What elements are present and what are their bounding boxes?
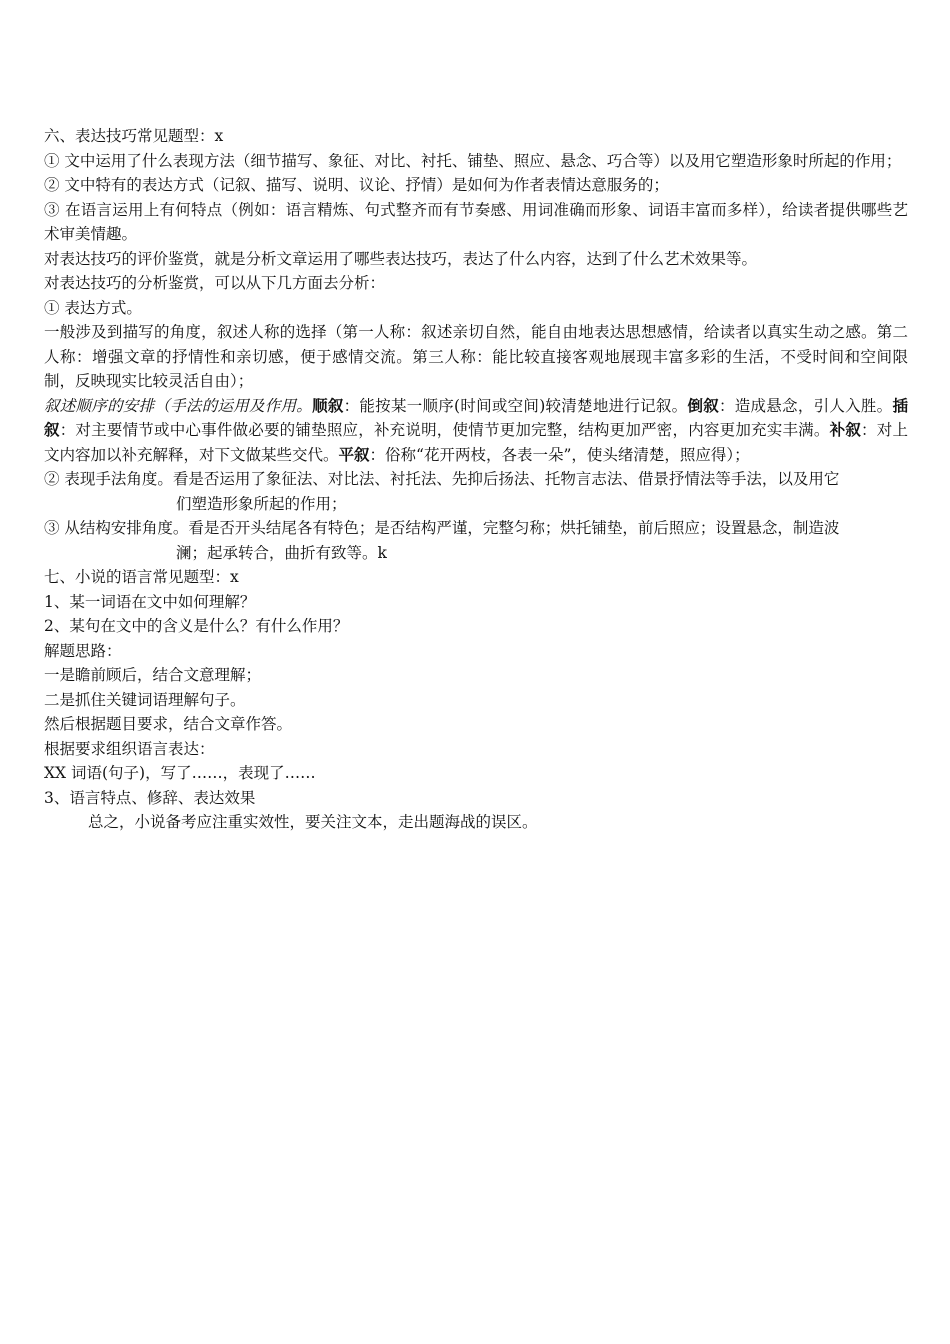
approach-step-1: 一是瞻前顾后，结合文意理解； [44, 666, 262, 684]
daoxu-text: ：造成悬念，引人入胜。 [718, 396, 893, 415]
pingxu-text: ：俗称“花开两枝，各表一朵”，使头绪清楚，照应得）； [369, 445, 750, 464]
evaluation-paragraph: 对表达技巧的评价鉴赏，就是分析文章运用了哪些表达技巧，表达了什么内容，达到了什么艺术效果等。 [44, 249, 758, 268]
approach-step-2: 二是抓住关键词语理解句子。 [44, 690, 246, 709]
point2-line-1: ② 表现手法角度。看是否运用了象征法、对比法、衬托法、先抑后扬法、托物言志法、借景抒情法等手法，以及用它 [44, 470, 840, 488]
shunxu-text: ：能按某一顺序(时间或空间)较清楚地进行记叙。 [343, 396, 688, 415]
section7-question-3: 3、语言特点、修辞、表达效果 [44, 788, 256, 807]
section6-question-3: ③ 在语言运用上有何特点（例如：语言精炼、句式整齐而有节奏感、用词准确而形象、词语丰富而多样），给读者提供哪些艺术审美情趣。 [44, 200, 908, 243]
daoxu-label: 倒叙 [687, 395, 719, 415]
answer-template: XX 词语(句子)，写了……，表现了…… [44, 764, 316, 782]
point3-line-1: ③ 从结构安排角度。看是否开头结尾各有特色；是否结构严谨，完整匀称；烘托铺垫，前后照应；设置悬念，制造波 [44, 519, 840, 537]
buxu-text: ：对上文内容加以补充解释，对下文做某些交代。 [44, 421, 908, 464]
narrative-order-paragraph [44, 394, 908, 468]
section6-heading: 六、表达技巧常见题型：x [44, 127, 224, 145]
point2-line-2: 们塑造形象所起的作用； [176, 494, 347, 513]
analysis-intro: 对表达技巧的分析鉴赏，可以从下几方面去分析： [44, 274, 386, 292]
summary-paragraph: 总之，小说备考应注重实效性，要关注文本，走出题海战的误区。 [88, 813, 538, 831]
section7-heading: 七、小说的语言常见题型：x [44, 568, 239, 586]
section6-question-2: ② 文中特有的表达方式（记叙、描写、说明、议论、抒情）是如何为作者表情达意服务的； [44, 176, 669, 194]
chaxu-text: ：对主要情节或中心事件做必要的铺垫照应，补充说明，使情节更加完整，结构更加严密，内容更加充实丰满。 [59, 421, 830, 439]
shunxu-label: 顺叙 [312, 395, 344, 415]
point3-line-2: 澜；起承转合，曲折有致等。k [176, 543, 387, 562]
approach-heading: 解题思路： [44, 641, 122, 660]
pingxu-label: 平叙 [338, 444, 370, 464]
approach-step-3: 然后根据题目要求，结合文章作答。 [44, 715, 293, 733]
section6-question-1: ① 文中运用了什么表现方法（细节描写、象征、对比、衬托、铺垫、照应、悬念、巧合等）以及用它塑造形象时所起的作用； [44, 151, 902, 170]
point1-body: 一般涉及到描写的角度，叙述人称的选择（第一人称：叙述亲切自然，能自由地表达思想感情，给读者以真实生动之感。第二人称：增强文章的抒情性和亲切感，便于感情交流。第三人称：能比较直接客观地展现丰富多彩的生活，不受时间和空间限制，反映现实比较灵活自由）； [44, 323, 908, 390]
approach-step-4: 根据要求组织语言表达： [44, 739, 215, 758]
buxu-label: 补叙 [829, 420, 862, 439]
narrative-order-italic: 叙述顺序的安排（手法的运用及作用。 [44, 396, 313, 415]
section7-question-2: 2、某句在文中的含义是什么？有什么作用？ [44, 617, 349, 635]
point1-title: ① 表达方式。 [44, 298, 142, 317]
chaxu-label: 插叙 [44, 395, 908, 439]
section7-question-1: 1、某一词语在文中如何理解？ [44, 592, 256, 611]
document-page [44, 124, 908, 835]
